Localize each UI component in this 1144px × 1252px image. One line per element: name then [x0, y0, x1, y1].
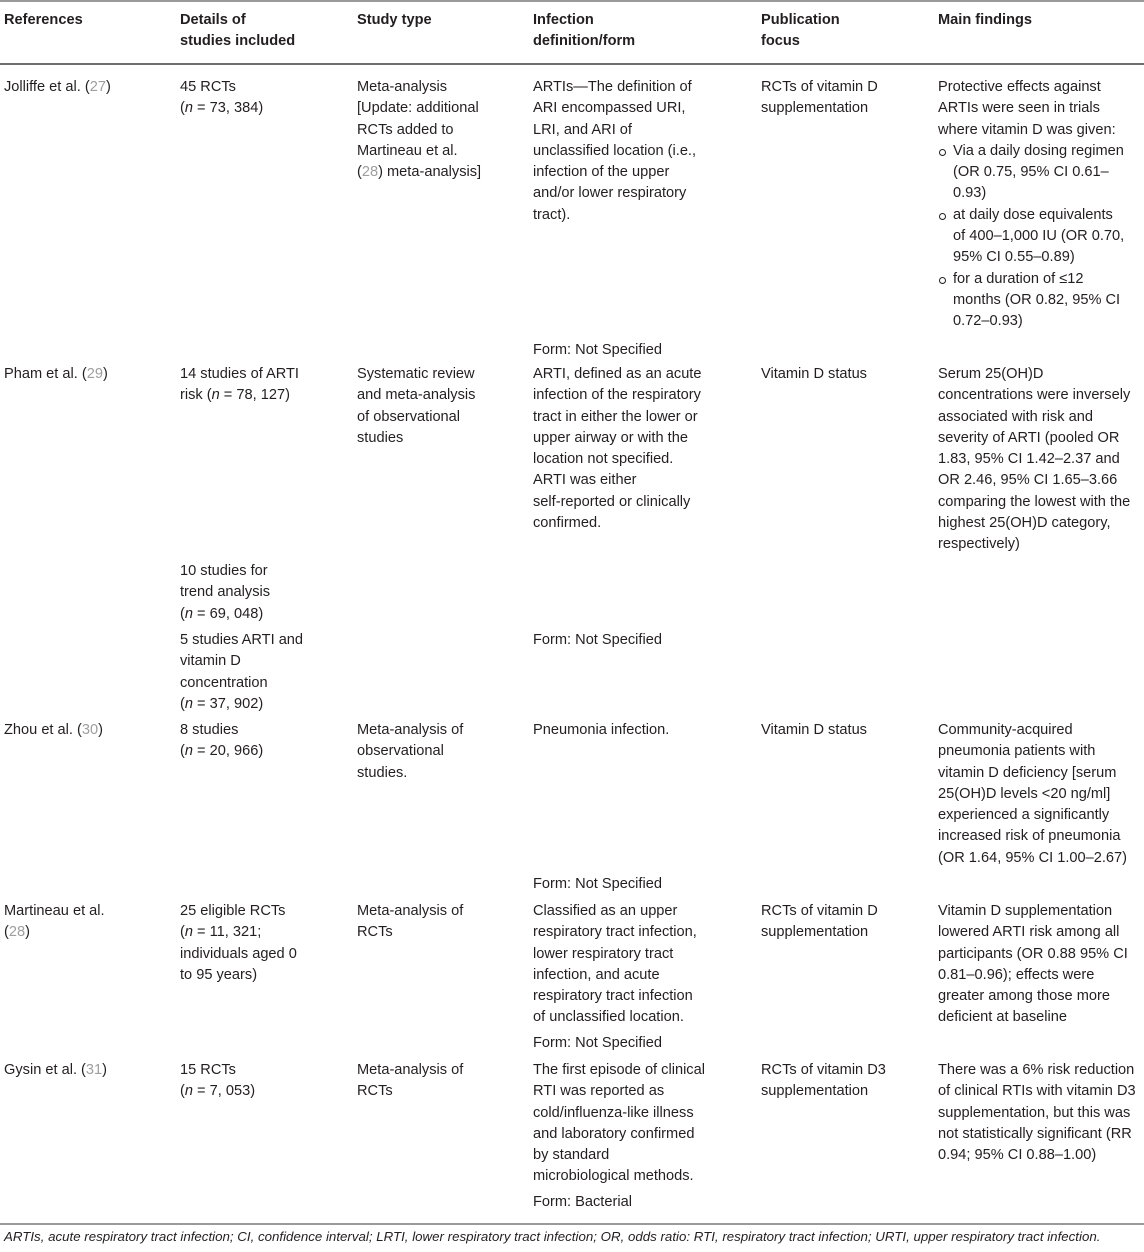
- sample-size: (n = 69, 048): [180, 605, 264, 622]
- infection-text: self-reported or clinically: [533, 493, 691, 510]
- focus-text: RCTs of vitamin D3: [761, 1062, 886, 1078]
- focus-text: Vitamin D status: [761, 366, 867, 382]
- n-value: = 20, 966): [193, 743, 264, 760]
- findings-text: experienced a significantly: [938, 807, 1110, 824]
- publication-focus-cell: [761, 901, 921, 944]
- infection-text: respiratory tract infection,: [533, 924, 697, 941]
- ref-author: Pham et al. (: [4, 366, 87, 382]
- form-text: Form: Not Specified: [533, 876, 662, 892]
- bullet-text: 0.72–0.93): [953, 313, 1023, 330]
- header-text: focus: [761, 33, 800, 50]
- n-value: = 73, 384): [193, 100, 264, 117]
- findings-text: deficient at baseline: [938, 1009, 1067, 1026]
- citation-link[interactable]: 27: [89, 79, 106, 95]
- bullet-text: 95% CI 0.55–0.89): [953, 249, 1075, 266]
- findings-text: 1.83, 95% CI 1.42–2.37 and: [938, 451, 1120, 468]
- study-type-text: studies.: [357, 764, 408, 781]
- infection-text: location not specified.: [533, 451, 674, 468]
- header-text: Main findings: [938, 12, 1033, 28]
- reference-text: [4, 77, 164, 98]
- ref-close: ): [25, 924, 30, 941]
- header-infection: [533, 10, 721, 53]
- findings-text: where vitamin D was given:: [938, 121, 1116, 138]
- infection-cell: [533, 364, 721, 534]
- findings-text: increased risk of pneumonia: [938, 828, 1121, 845]
- details-text: 14 studies of ARTI: [180, 366, 299, 382]
- study-type-text: Meta-analysis of: [357, 903, 464, 919]
- findings-text: comparing the lowest with the: [938, 493, 1131, 510]
- study-type-cell: [357, 364, 522, 449]
- infection-text: ARI encompassed URI,: [533, 100, 686, 117]
- findings-text: supplementation, but this was: [938, 1104, 1131, 1121]
- table-header-rule: [0, 63, 1144, 65]
- findings-text: concentrations were inversely: [938, 387, 1131, 404]
- infection-text: lower respiratory tract: [533, 945, 674, 962]
- ref-author: Jolliffe et al. (: [4, 79, 90, 95]
- infection-text: by standard: [533, 1147, 610, 1164]
- n-value: = 78, 127): [219, 387, 290, 404]
- details-text: 15 RCTs: [180, 1062, 236, 1078]
- findings-text: (OR 1.64, 95% CI 1.00–2.67): [938, 849, 1128, 866]
- study-type-cell: [357, 1060, 522, 1103]
- details-text: 5 studies ARTI and: [180, 632, 304, 648]
- findings-text: There was a 6% risk reduction: [938, 1062, 1135, 1078]
- details-concentration-cell: [180, 630, 345, 715]
- infection-text: LRI, and ARI of: [533, 121, 632, 138]
- reference-text: (28): [4, 924, 30, 941]
- header-text: definition/form: [533, 33, 636, 50]
- study-type-text: RCTs: [357, 924, 393, 941]
- focus-text: RCTs of vitamin D: [761, 903, 878, 919]
- header-text: References: [4, 12, 83, 28]
- sample-size: [180, 385, 345, 406]
- bullet-text: months (OR 0.82, 95% CI: [953, 291, 1121, 308]
- ref-close: ): [105, 79, 111, 95]
- infection-text: microbiological methods.: [533, 1168, 694, 1185]
- findings-text: Vitamin D supplementation: [938, 903, 1113, 919]
- infection-cell: [533, 901, 721, 1029]
- study-type-cell: [357, 720, 522, 784]
- findings-text: severity of ARTI (pooled OR: [938, 429, 1120, 446]
- bullet-text: of 400–1,000 IU (OR 0.70,: [953, 228, 1125, 245]
- details-trend-cell: [180, 561, 345, 625]
- n-value: = 7, 053): [193, 1083, 256, 1100]
- findings-text: vitamin D deficiency [serum: [938, 764, 1117, 781]
- infection-form: [533, 340, 721, 361]
- study-type-text: RCTs: [357, 1083, 393, 1100]
- table-top-rule: [0, 0, 1144, 2]
- infection-text: tract in either the lower or: [533, 408, 698, 425]
- bullet-text: 0.93): [953, 185, 987, 202]
- infection-form: [533, 874, 721, 895]
- n-symbol: n: [184, 1083, 193, 1100]
- header-main-findings: [938, 10, 1144, 31]
- reference-text: [4, 1060, 164, 1081]
- infection-text: infection of the respiratory: [533, 387, 701, 404]
- ref-author: Zhou et al. (: [4, 722, 82, 738]
- study-type-text: Meta-analysis of: [357, 1062, 464, 1078]
- reference-cell: [4, 720, 164, 741]
- infection-text: unclassified location (i.e.,: [533, 142, 697, 159]
- citation-link[interactable]: 28: [361, 164, 379, 181]
- infection-text: of unclassified location.: [533, 1009, 684, 1026]
- infection-text: and laboratory confirmed: [533, 1125, 695, 1142]
- infection-form: [533, 1192, 721, 1213]
- findings-text: of clinical RTIs with vitamin D3: [938, 1083, 1136, 1100]
- infection-form: [533, 1033, 721, 1054]
- details-cell: [180, 720, 345, 763]
- study-type-text: observational: [357, 743, 444, 760]
- details-text: 10 studies for: [180, 563, 268, 579]
- infection-text: infection of the upper: [533, 164, 670, 181]
- findings-cell: [938, 1060, 1144, 1166]
- infection-text: ARTI, defined as an acute: [533, 366, 702, 382]
- n-symbol: n: [184, 605, 193, 622]
- findings-cell: [938, 720, 1144, 869]
- infection-cell: [533, 720, 721, 741]
- details-cell: [180, 77, 345, 120]
- header-publication-focus: [761, 10, 921, 53]
- infection-text: Pneumonia infection.: [533, 722, 670, 738]
- findings-text: Community-acquired: [938, 722, 1073, 738]
- reference-cell: [4, 1060, 164, 1081]
- sample-size: (n = 73, 384): [180, 100, 264, 117]
- bullet-text: for a duration of ≤12: [953, 270, 1084, 287]
- infection-cell: [533, 1060, 721, 1188]
- header-details: [180, 10, 345, 53]
- findings-text: Protective effects against: [938, 79, 1101, 95]
- header-text: Infection: [533, 12, 594, 28]
- infection-text: The first episode of clinical: [533, 1062, 705, 1078]
- bullet-text: Via a daily dosing regimen: [953, 142, 1124, 159]
- infection-text: and/or lower respiratory: [533, 185, 687, 202]
- findings-text: 0.94; 95% CI 0.88–1.00): [938, 1147, 1097, 1164]
- citation-link[interactable]: 29: [86, 366, 103, 382]
- study-type-text: RCTs added to: [357, 121, 454, 138]
- publication-focus-cell: [761, 720, 921, 741]
- reference-cell: [4, 77, 164, 98]
- bullet-text: (OR 0.75, 95% CI 0.61–: [953, 164, 1109, 181]
- details-text: 45 RCTs: [180, 79, 236, 95]
- findings-text: 0.81–0.96); effects were: [938, 966, 1095, 983]
- findings-bullet: [938, 269, 1144, 333]
- n-value: = 69, 048): [193, 605, 264, 622]
- infection-text: confirmed.: [533, 515, 602, 532]
- study-type-text: ) meta-analysis]: [378, 164, 482, 181]
- details-text: individuals aged 0: [180, 945, 297, 962]
- study-type-text: and meta-analysis: [357, 387, 476, 404]
- form-text: Form: Not Specified: [533, 632, 662, 648]
- findings-text: Serum 25(OH)D: [938, 366, 1044, 382]
- n-symbol: n: [184, 100, 193, 117]
- publication-focus-cell: [761, 77, 921, 120]
- details-cell: [180, 1060, 345, 1103]
- study-type-text: Systematic review: [357, 366, 475, 382]
- infection-text: cold/influenza-like illness: [533, 1104, 694, 1121]
- sample-size: (n = 37, 902): [180, 695, 264, 712]
- sample-size: (n = 11, 321;: [180, 924, 262, 941]
- study-type-text: Martineau et al.: [357, 142, 458, 159]
- citation-link[interactable]: 28: [8, 924, 26, 941]
- focus-text: supplementation: [761, 1083, 869, 1100]
- study-type-text: of observational: [357, 408, 461, 425]
- findings-bullet: [938, 205, 1144, 269]
- header-text: Study type: [357, 12, 432, 28]
- publication-focus-cell: [761, 364, 921, 385]
- study-type-text: (28) meta-analysis]: [357, 164, 482, 181]
- infection-cell: [533, 77, 721, 226]
- ref-author: Gysin et al. (: [4, 1062, 86, 1078]
- findings-text: 25(OH)D levels <20 ng/ml]: [938, 785, 1111, 802]
- details-text: trend analysis: [180, 584, 271, 601]
- findings-bullet-list: [938, 141, 1144, 333]
- infection-text: ARTI was either: [533, 472, 637, 489]
- infection-text: Classified as an upper: [533, 903, 678, 919]
- findings-bullet: [938, 141, 1144, 205]
- details-cell: [180, 364, 345, 407]
- study-type-text: [Update: additional: [357, 100, 479, 117]
- findings-text: pneumonia patients with: [938, 743, 1096, 760]
- form-text: Form: Bacterial: [533, 1194, 632, 1210]
- details-text: to 95 years): [180, 966, 258, 983]
- infection-text: infection, and acute: [533, 966, 660, 983]
- details-text: 8 studies: [180, 722, 239, 738]
- findings-text: not statistically significant (RR: [938, 1125, 1132, 1142]
- form-text: Form: Not Specified: [533, 1035, 662, 1051]
- findings-text: ARTIs were seen in trials: [938, 100, 1100, 117]
- reference-cell: [4, 364, 164, 385]
- ref-close: ): [102, 1062, 108, 1078]
- details-text: 25 eligible RCTs: [180, 903, 286, 919]
- sample-size: (n = 7, 053): [180, 1083, 256, 1100]
- details-cell: [180, 901, 345, 986]
- sample-size: (n = 20, 966): [180, 743, 264, 760]
- findings-text: participants (OR 0.88 95% CI: [938, 945, 1128, 962]
- focus-text: supplementation: [761, 924, 869, 941]
- ref-author: Martineau et al.: [4, 903, 105, 919]
- publication-focus-cell: [761, 1060, 921, 1103]
- n-symbol: n: [184, 695, 193, 712]
- header-text: studies included: [180, 33, 296, 50]
- findings-text: OR 2.46, 95% CI 1.65–3.66: [938, 472, 1118, 489]
- n-symbol: n: [184, 743, 193, 760]
- findings-text: lowered ARTI risk among all: [938, 924, 1120, 941]
- table-footnote: ARTIs, acute respiratory tract infection; CI, confidence interval; LRTI, lower respiratory tract infection; OR, odds ratio: RTI, respiratory tract infection; URTI, upper respiratory tract infection.: [4, 1229, 1101, 1244]
- table-bottom-rule: [0, 1223, 1144, 1225]
- infection-text: ARTIs—The definition of: [533, 79, 692, 95]
- findings-text: respectively): [938, 536, 1020, 553]
- findings-text: greater among those more: [938, 988, 1110, 1005]
- reference-text: [4, 720, 164, 741]
- study-type-text: Meta-analysis: [357, 79, 448, 95]
- infection-text: respiratory tract infection: [533, 988, 693, 1005]
- ref-close: ): [98, 722, 103, 738]
- header-text: Publication: [761, 12, 840, 28]
- n-symbol: n: [184, 924, 193, 941]
- findings-text: associated with risk and: [938, 408, 1093, 425]
- header-text: Details of: [180, 12, 246, 28]
- citation-link[interactable]: 31: [85, 1062, 103, 1078]
- details-text: risk (: [180, 387, 212, 404]
- study-type-cell: [357, 77, 522, 183]
- study-type-text: studies: [357, 429, 404, 446]
- ref-close: ): [102, 366, 108, 382]
- study-type-cell: [357, 901, 522, 944]
- n-value: = 37, 902): [193, 695, 264, 712]
- infection-text: tract).: [533, 206, 571, 223]
- form-text: Form: Not Specified: [533, 342, 662, 358]
- details-text: vitamin D: [180, 653, 241, 670]
- infection-text: RTI was reported as: [533, 1083, 665, 1100]
- bullet-text: at daily dose equivalents: [953, 206, 1113, 223]
- focus-text: Vitamin D status: [761, 722, 867, 738]
- reference-text: [4, 364, 164, 385]
- infection-form: [533, 630, 721, 651]
- findings-cell: [938, 77, 1144, 333]
- n-symbol: n: [211, 387, 220, 404]
- header-references: [4, 10, 164, 31]
- citation-link[interactable]: 30: [81, 722, 99, 738]
- n-value: = 11, 321;: [193, 924, 262, 941]
- focus-text: supplementation: [761, 100, 869, 117]
- header-study-type: [357, 10, 522, 31]
- findings-cell: [938, 901, 1144, 1029]
- infection-text: upper airway or with the: [533, 429, 688, 446]
- details-text: concentration: [180, 674, 268, 691]
- findings-text: highest 25(OH)D category,: [938, 515, 1111, 532]
- study-type-text: Meta-analysis of: [357, 722, 464, 738]
- focus-text: RCTs of vitamin D: [761, 79, 878, 95]
- findings-cell: [938, 364, 1144, 556]
- reference-cell: [4, 901, 164, 944]
